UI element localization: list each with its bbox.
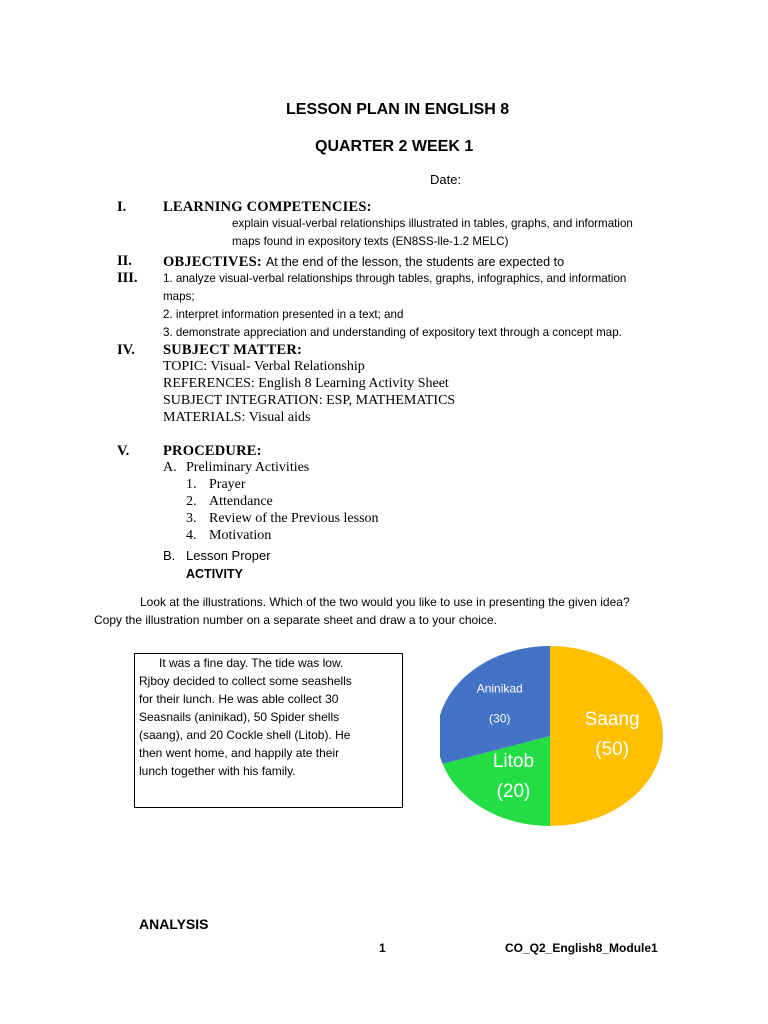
procedure-item-num: 3. xyxy=(186,511,197,526)
lesson-proper-letter: B. xyxy=(163,548,176,563)
pie-label-litob: Litob xyxy=(492,751,535,773)
pie-slice-saang xyxy=(550,646,663,826)
competency-line-2: maps found in expository texts (EN8SS-lle-1.2 MELC) xyxy=(232,235,509,248)
activity-label: ACTIVITY xyxy=(186,567,243,581)
date-label: Date: xyxy=(430,172,462,187)
topic-line: TOPIC: Visual- Verbal Relationship xyxy=(163,359,365,374)
story-line: Seasnails (aninikad), 50 Spider shells xyxy=(139,710,340,724)
lesson-proper-text: Lesson Proper xyxy=(186,548,271,563)
objectives-intro: At the end of the lesson, the students are expected to xyxy=(265,255,565,269)
section-num-5: V. xyxy=(117,443,130,459)
procedure-item: Attendance xyxy=(209,494,273,509)
analysis-heading: ANALYSIS xyxy=(139,916,209,932)
pie-value-aninikad: (30) xyxy=(489,711,511,726)
page-subtitle: QUARTER 2 WEEK 1 xyxy=(315,138,474,155)
page-title: LESSON PLAN IN ENGLISH 8 xyxy=(286,101,510,118)
objective-line-3: 2. interpret information presented in a text; and xyxy=(163,308,404,321)
story-line: lunch together with his family. xyxy=(139,764,296,778)
objective-line-1: 1. analyze visual-verbal relationships through tables, graphs, infographics, and information xyxy=(163,272,627,285)
shells-pie-chart xyxy=(440,640,672,836)
section-num-2: II. xyxy=(117,253,132,269)
procedure-item: Prayer xyxy=(209,477,246,492)
story-box xyxy=(134,653,403,808)
story-line: for their lunch. He was able collect 30 xyxy=(139,692,339,706)
procedure-item-num: 1. xyxy=(186,477,197,492)
competencies-heading: LEARNING COMPETENCIES: xyxy=(163,199,372,215)
procedure-heading: PROCEDURE: xyxy=(163,443,262,459)
preliminary-text: Preliminary Activities xyxy=(186,460,310,475)
references-line: REFERENCES: English 8 Learning Activity Sheet xyxy=(163,376,449,391)
instruction-line-1: Look at the illustrations. Which of the two would you like to use in presenting the given idea? xyxy=(140,595,630,609)
story-line: It was a fine day. The tide was low. xyxy=(159,656,344,670)
section-num-1: I. xyxy=(117,199,127,215)
page-number: 1 xyxy=(379,941,386,955)
module-code: CO_Q2_English8_Module1 xyxy=(505,941,658,955)
section-num-3: III. xyxy=(117,270,138,286)
objective-line-2: maps; xyxy=(163,290,195,303)
competency-line-1: explain visual-verbal relationships illustrated in tables, graphs, and information xyxy=(232,217,633,230)
story-line: (saang), and 20 Cockle shell (Litob). He xyxy=(139,728,351,742)
pie-value-litob: (20) xyxy=(496,781,531,803)
section-num-4: IV. xyxy=(117,342,135,358)
objectives-heading: OBJECTIVES: xyxy=(163,254,262,270)
procedure-item: Motivation xyxy=(209,528,272,543)
instruction-line-2: Copy the illustration number on a separate sheet and draw a to your choice. xyxy=(94,613,497,627)
pie-label-aninikad: Aninikad xyxy=(476,681,523,696)
procedure-item: Review of the Previous lesson xyxy=(209,511,379,526)
objective-line-4: 3. demonstrate appreciation and understanding of expository text through a concept map. xyxy=(163,326,622,339)
pie-label-saang: Saang xyxy=(584,709,640,730)
subject-matter-heading: SUBJECT MATTER: xyxy=(163,342,303,358)
procedure-item-num: 2. xyxy=(186,494,197,509)
story-line: then went home, and happily ate their xyxy=(139,746,340,760)
procedure-item-num: 4. xyxy=(186,528,197,543)
materials-line: MATERIALS: Visual aids xyxy=(163,410,311,425)
objectives-row xyxy=(163,253,564,271)
story-line: Rjboy decided to collect some seashells xyxy=(139,674,352,688)
integration-line: SUBJECT INTEGRATION: ESP, MATHEMATICS xyxy=(163,393,456,408)
preliminary-letter: A. xyxy=(163,460,177,475)
pie-value-saang: (50) xyxy=(595,739,630,760)
